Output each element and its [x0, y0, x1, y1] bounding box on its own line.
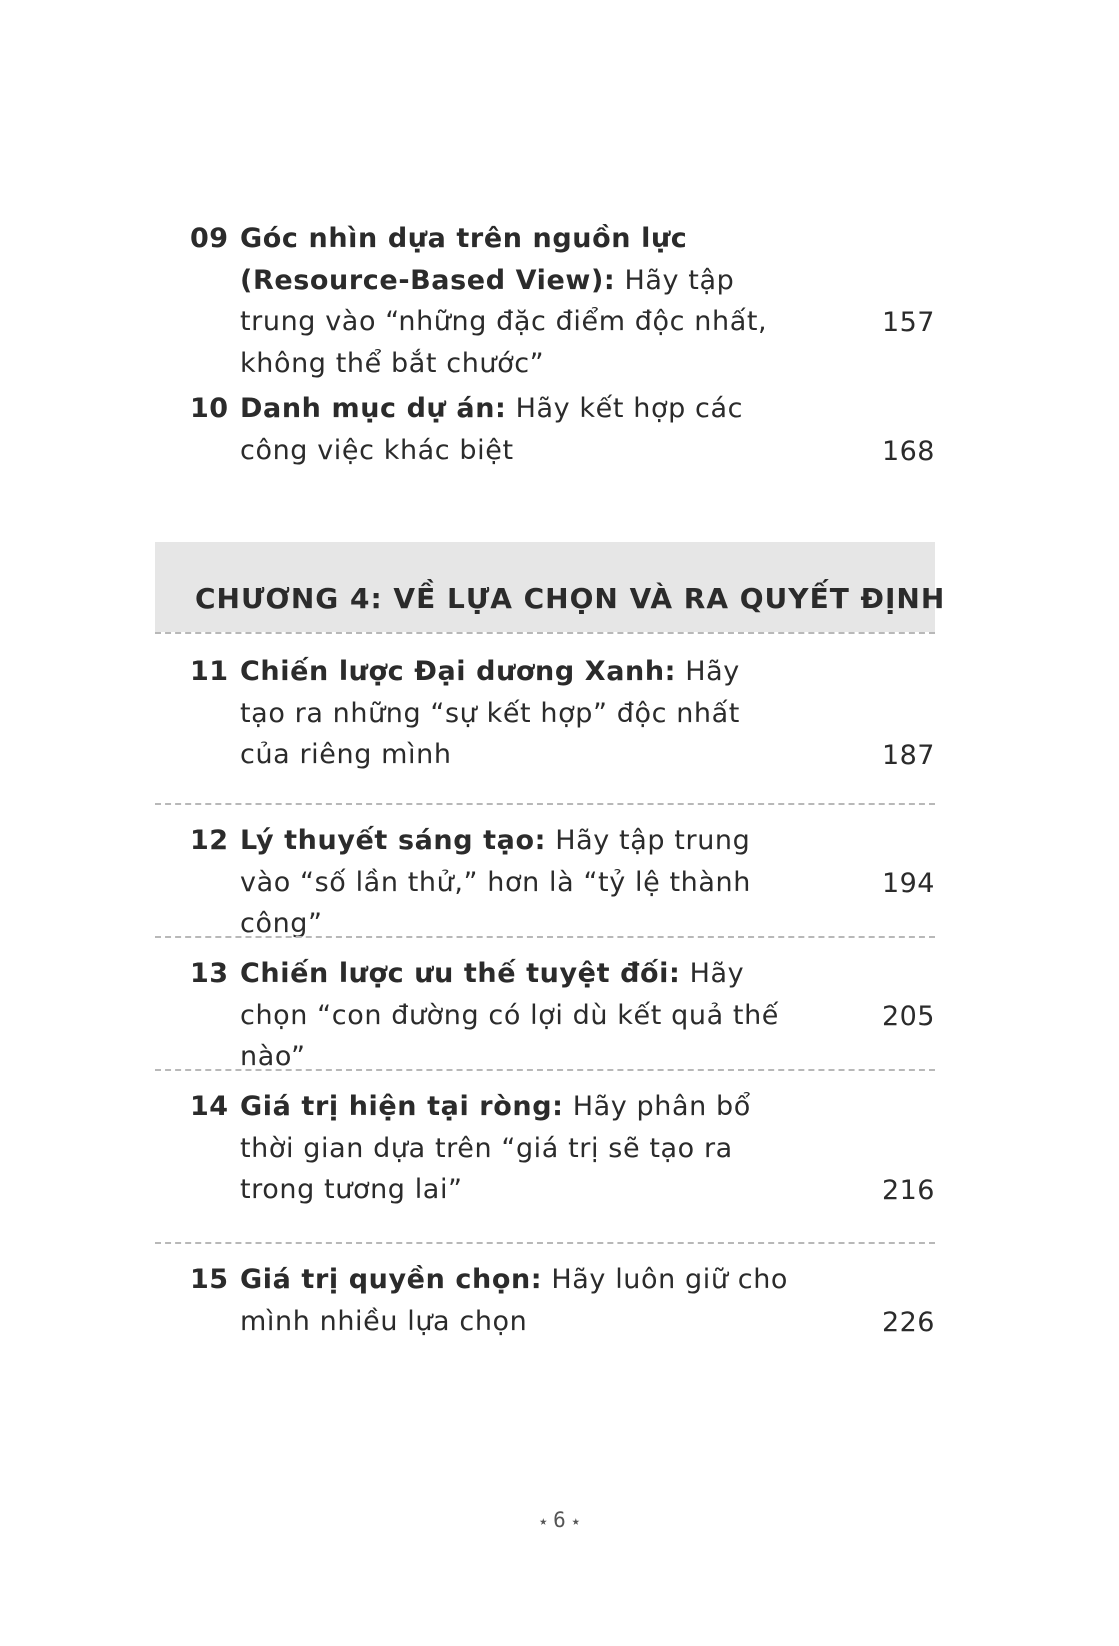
entry-title: Lý thuyết sáng tạo:: [240, 825, 547, 856]
entry-title: Chiến lược ưu thế tuyệt đối:: [240, 958, 681, 989]
entry-number: 15: [190, 1264, 229, 1295]
entry-number: 14: [190, 1091, 229, 1122]
entry-number: 13: [190, 958, 229, 989]
entry-number: 11: [190, 656, 229, 687]
entry-page: 187: [881, 739, 935, 771]
entry-description: Hãy tạo ra những “sự kết hợp” độc nhất của riêng mình: [240, 656, 740, 770]
entry-page: 157: [881, 306, 935, 338]
entry-divider: [155, 803, 935, 805]
entry-page: 205: [881, 1000, 935, 1032]
entry-number: 09: [190, 223, 229, 254]
entry-text: [240, 651, 770, 776]
entry-title: Giá trị hiện tại ròng:: [240, 1091, 564, 1122]
entry-divider: [155, 1242, 935, 1244]
entry-text: [240, 1086, 800, 1211]
toc-entry-13[interactable]: [190, 953, 935, 1072]
entry-number: 10: [190, 393, 229, 424]
entry-title: Chiến lược Đại dương Xanh:: [240, 656, 677, 687]
entry-page: 226: [881, 1306, 935, 1338]
chapter-divider: [155, 632, 935, 634]
entry-description: Hãy tập trung vào “số lần thử,” hơn là “tỷ lệ thành công”: [240, 825, 751, 939]
entry-text: [240, 1259, 800, 1342]
chapter-header: [155, 542, 946, 632]
entry-text: [240, 820, 800, 945]
entry-description: Hãy chọn “con đường có lợi dù kết quả thế nào”: [240, 958, 780, 1072]
entry-page: 194: [881, 867, 935, 899]
page-footer: [0, 1508, 1119, 1532]
page-number: 6: [553, 1508, 566, 1532]
entry-title: Góc nhìn dựa trên nguồn lực (Resource-Based View):: [240, 223, 688, 296]
entry-divider: [155, 936, 935, 938]
chapter-title: CHƯƠNG 4: VỀ LỰA CHỌN VÀ RA QUYẾT ĐỊNH: [195, 582, 946, 615]
toc-entry-09[interactable]: [190, 218, 935, 379]
entry-title: Danh mục dự án:: [240, 393, 507, 424]
entry-description: Hãy tập trung vào “những đặc điểm độc nhất, không thể bắt chước”: [240, 264, 768, 379]
toc-entry-10[interactable]: [190, 388, 935, 472]
entry-text: [240, 388, 800, 471]
entry-page: 168: [881, 435, 935, 467]
star-icon: ★: [571, 1513, 580, 1529]
entry-text: [240, 218, 800, 384]
toc-entry-14[interactable]: [190, 1086, 935, 1211]
entry-description: Hãy phân bổ thời gian dựa trên “giá trị sẽ tạo ra trong tương lai”: [240, 1091, 751, 1205]
entry-number: 12: [190, 825, 229, 856]
entry-title: Giá trị quyền chọn:: [240, 1264, 543, 1295]
entry-description: Hãy kết hợp các công việc khác biệt: [240, 393, 744, 466]
entry-divider: [155, 1069, 935, 1071]
entry-description: Hãy luôn giữ cho mình nhiều lựa chọn: [240, 1264, 789, 1337]
entry-page: 216: [881, 1174, 935, 1206]
toc-entry-12[interactable]: [190, 820, 935, 939]
toc-entry-11[interactable]: [190, 651, 935, 776]
toc-entry-15[interactable]: [190, 1259, 935, 1343]
entry-text: [240, 953, 800, 1078]
star-icon: ★: [539, 1513, 548, 1529]
